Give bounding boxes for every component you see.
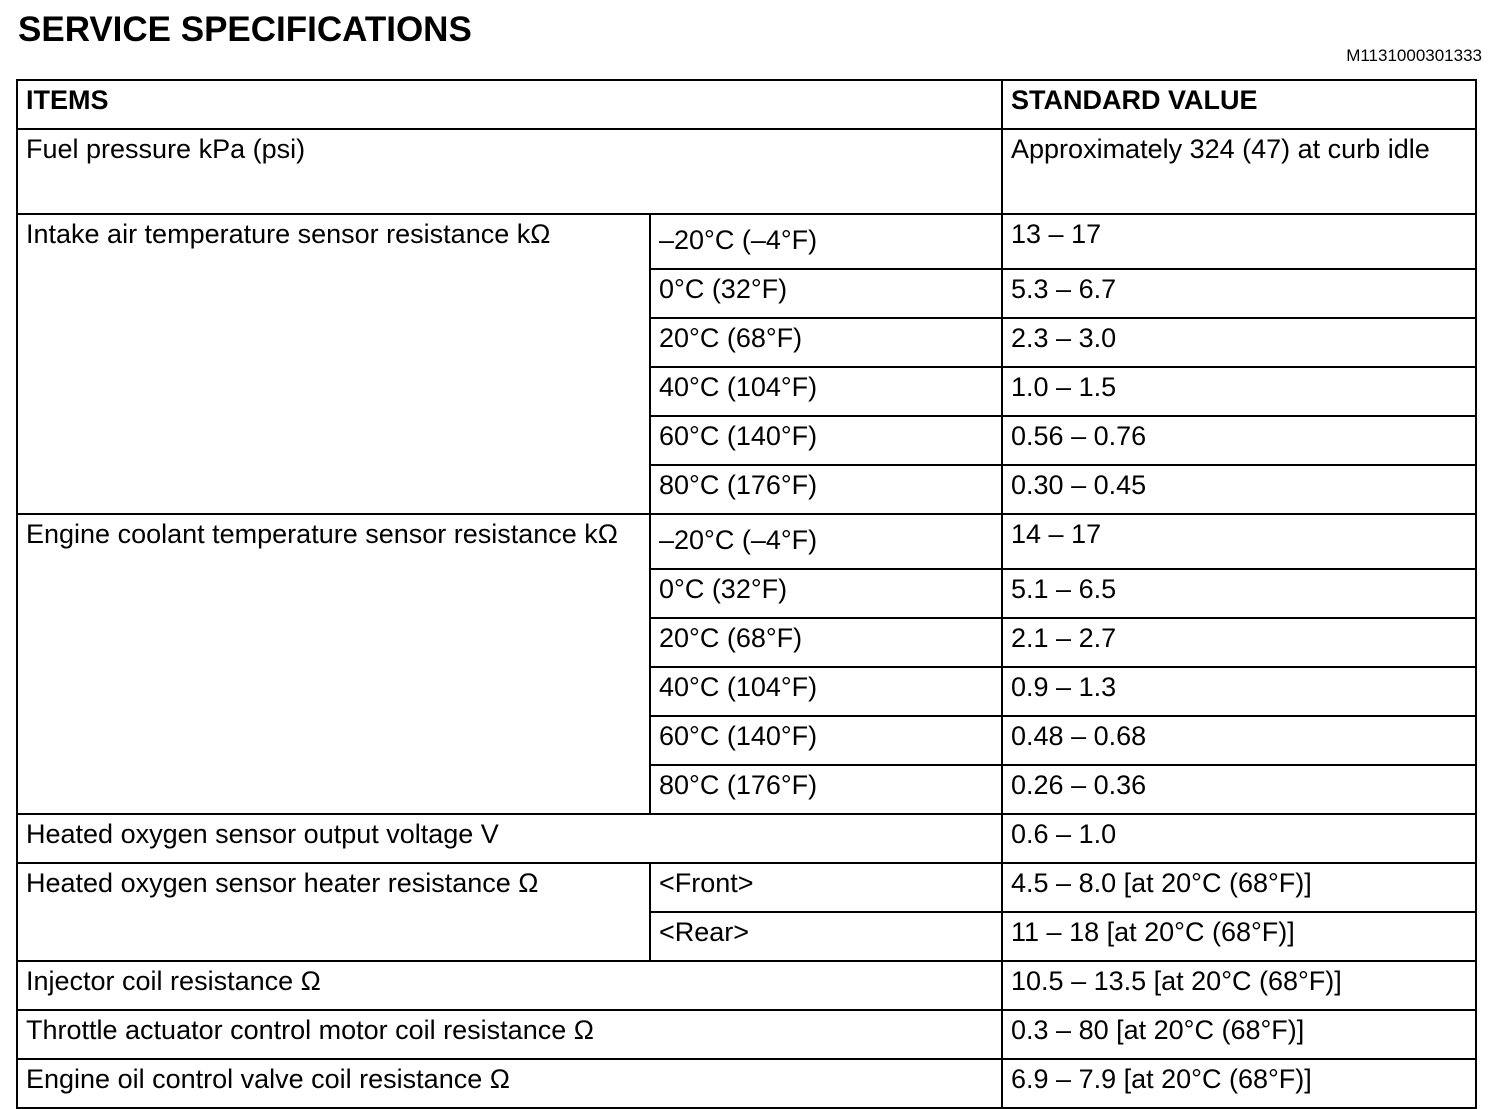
value-cell: 0.3 – 80 [at 20°C (68°F)] bbox=[1002, 1010, 1476, 1059]
value-cell: 2.1 – 2.7 bbox=[1002, 618, 1476, 667]
item-throttle-actuator-coil: Throttle actuator control motor coil resistance Ω bbox=[17, 1010, 1002, 1059]
value-cell: 14 – 17 bbox=[1002, 514, 1476, 569]
item-intake-air-temperature-sensor: Intake air temperature sensor resistance kΩ bbox=[17, 214, 650, 514]
condition-cell: <Rear> bbox=[650, 912, 1002, 961]
table-header-row bbox=[17, 80, 1476, 129]
condition-cell: 60°C (140°F) bbox=[650, 416, 1002, 465]
table-row-ect bbox=[17, 514, 1476, 569]
document-id: M1131000301333 bbox=[1346, 46, 1482, 65]
condition-cell: <Front> bbox=[650, 863, 1002, 912]
value-cell: 2.3 – 3.0 bbox=[1002, 318, 1476, 367]
item-injector-coil: Injector coil resistance Ω bbox=[17, 961, 1002, 1010]
value-cell: 5.1 – 6.5 bbox=[1002, 569, 1476, 618]
condition-cell: 20°C (68°F) bbox=[650, 618, 1002, 667]
table-row-ho2s-heater bbox=[17, 863, 1476, 912]
value-cell: 0.48 – 0.68 bbox=[1002, 716, 1476, 765]
condition-cell: 80°C (176°F) bbox=[650, 765, 1002, 814]
table-row-iat bbox=[17, 214, 1476, 269]
value-cell: 4.5 – 8.0 [at 20°C (68°F)] bbox=[1002, 863, 1476, 912]
item-heated-oxygen-sensor-voltage: Heated oxygen sensor output voltage V bbox=[17, 814, 1002, 863]
item-heated-oxygen-sensor-heater: Heated oxygen sensor heater resistance Ω bbox=[17, 863, 650, 961]
column-header-standard-value: STANDARD VALUE bbox=[1002, 80, 1476, 129]
value-cell: 0.30 – 0.45 bbox=[1002, 465, 1476, 514]
condition-cell: 60°C (140°F) bbox=[650, 716, 1002, 765]
value-cell: 0.56 – 0.76 bbox=[1002, 416, 1476, 465]
item-oil-control-valve-coil: Engine oil control valve coil resistance Ω bbox=[17, 1059, 1002, 1108]
item-fuel-pressure: Fuel pressure kPa (psi) bbox=[17, 129, 1002, 214]
value-cell: 5.3 – 6.7 bbox=[1002, 269, 1476, 318]
page-title: SERVICE SPECIFICATIONS bbox=[18, 10, 472, 49]
table-row-oil-control-valve bbox=[17, 1059, 1476, 1108]
table-row-injector bbox=[17, 961, 1476, 1010]
condition-cell: 20°C (68°F) bbox=[650, 318, 1002, 367]
condition-cell: 80°C (176°F) bbox=[650, 465, 1002, 514]
item-engine-coolant-temperature-sensor: Engine coolant temperature sensor resistance kΩ bbox=[17, 514, 650, 814]
condition-cell: –20°C (–4°F) bbox=[650, 514, 1002, 569]
value-cell: 11 – 18 [at 20°C (68°F)] bbox=[1002, 912, 1476, 961]
condition-cell: 0°C (32°F) bbox=[650, 269, 1002, 318]
condition-cell: 0°C (32°F) bbox=[650, 569, 1002, 618]
value-cell: 10.5 – 13.5 [at 20°C (68°F)] bbox=[1002, 961, 1476, 1010]
condition-cell: 40°C (104°F) bbox=[650, 667, 1002, 716]
condition-cell: –20°C (–4°F) bbox=[650, 214, 1002, 269]
value-fuel-pressure: Approximately 324 (47) at curb idle bbox=[1002, 129, 1476, 214]
table-row-fuel-pressure bbox=[17, 129, 1476, 214]
table-row-throttle bbox=[17, 1010, 1476, 1059]
value-cell: 0.26 – 0.36 bbox=[1002, 765, 1476, 814]
value-cell: 0.9 – 1.3 bbox=[1002, 667, 1476, 716]
value-cell: 0.6 – 1.0 bbox=[1002, 814, 1476, 863]
condition-cell: 40°C (104°F) bbox=[650, 367, 1002, 416]
value-cell: 6.9 – 7.9 [at 20°C (68°F)] bbox=[1002, 1059, 1476, 1108]
service-specifications-table bbox=[16, 79, 1477, 1109]
value-cell: 13 – 17 bbox=[1002, 214, 1476, 269]
value-cell: 1.0 – 1.5 bbox=[1002, 367, 1476, 416]
column-header-items: ITEMS bbox=[17, 80, 1002, 129]
table-row-ho2s-voltage bbox=[17, 814, 1476, 863]
